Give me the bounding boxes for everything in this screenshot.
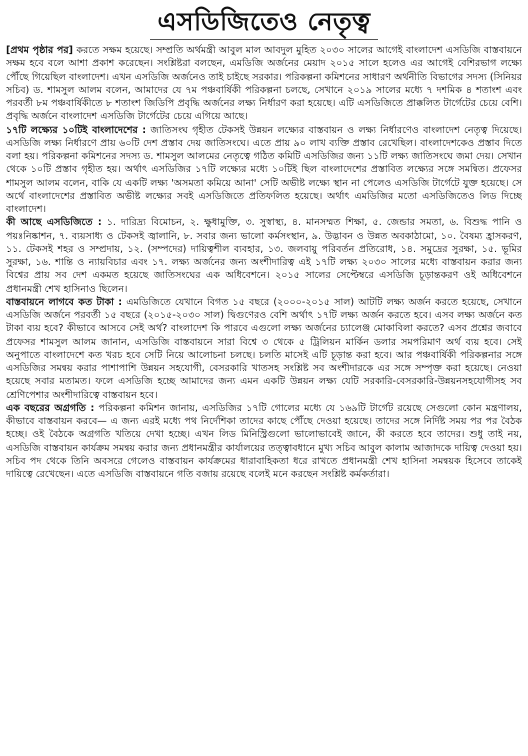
paragraph: [6, 124, 522, 217]
paragraph-text: করতে সক্ষম হয়েছে। সম্প্রতি অর্থমন্ত্রী আবুল মাল আবদুল মুহিত ২০৩০ সালের আগেই বাংলাদেশ এসডিজি বাস্তবায়নে সক্ষম হবে বলে আশা প্রকাশ করেছেন। সংশ্লিষ্টরা বলছেন, এমডিজি অর্জনের মেয়াদ ২০১৫ সালে হলেও এর আগেই বেশিরভাগ লক্ষ্যে পৌঁছে গিয়েছিল বাংলাদেশ। এখন এসডিজি অর্জনেও তাই চাইছে সরকার। পরিকল্পনা কমিশনের সাধারণ অর্থনীতি বিভাগের সদস্য (সিনিয়র সচিব) ড. শামসুল আলম বলেন, আমাদের যে ৭ম পঞ্চবার্ষিকী পরিকল্পনা চলছে, সেখানে ২০১৯ সালের মধ্যে ৭ দশমিক ৪ শতাংশ এবং পরবর্তী ৮ম পঞ্চবার্ষিকীতে ৮ শতাংশ জিডিপি প্রবৃদ্ধি অর্জনের লক্ষ্য নির্ধারণ করা হয়েছে। এটি এসডিজিতে প্রাক্কলিত টার্গেটের চেয়ে বেশি। প্রবৃদ্ধি অর্জনে বাংলাদেশ এসডিজি টার্গেটের চেয়ে এগিয়ে আছে।: [6, 45, 522, 123]
headline-underline: [150, 39, 378, 40]
paragraph: [6, 44, 522, 124]
paragraph-text: পরিকল্পনা কমিশন জানায়, এসডিজির ১৭টি গোলের মধ্যে যে ১৬৯টি টার্গেট রয়েছে সেগুলো কোন মন্ত্রণালয়, কীভাবে বাস্তবায়ন করবে— এ জন্য এরই মধ্যে পথ নির্দেশিকা তাদের কাছে পৌঁছে দেওয়া হয়েছে। তাদের সঙ্গে নির্দিষ্ট সময় পর পর বৈঠক হচ্ছে। ওই বৈঠকে অগ্রগতি খতিয়ে দেখা হচ্ছে। এখন লিড মিনিস্ট্রিগুলো ভালোভাবেই জানে, কী করতে হবে তাদের। শুধু তাই নয়, এসডিজি বাস্তবায়ন কার্যক্রম সমন্বয় করার জন্য প্রধানমন্ত্রীর কার্যালয়ের তত্ত্বাবধানে মুখ্য সচিব আবুল কালাম আজাদকে দায়িত্ব দেওয়া হয়। সচিব পদ থেকে তিনি অবসরে গেলেও বাস্তবায়ন কার্যক্রমের ধারাবাহিকতা ধরে রাখতে প্রধানমন্ত্রী শেখ হাসিনা সমন্বয়ক হিসেবে তাকেই দায়িত্বে রেখেছেন। এতে এসডিজি বাস্তবায়নে গতি বজায় রয়েছে বলেই মনে করছেন সংশ্লিষ্ট কর্মকর্তারা।: [6, 402, 522, 480]
paragraph-text: এমডিজিতে যেখানে বিগত ১৫ বছরে (২০০০-২০১৫ সাল) আটটি লক্ষ্য অর্জন করতে হয়েছে, সেখানে এসডিজি অর্জনে পরবর্তী ১৫ বছরে (২০১৫-২০৩০ সাল) দ্বিগুণেরও বেশি অর্থাৎ ১৭টি লক্ষ্য অর্জন করতে হবে। এসব লক্ষ্য অর্জনে কত টাকা ব্যয় হবে? কীভাবে আসবে সেই অর্থ? বাংলাদেশ কি পারবে এগুলো লক্ষ্য অর্জনের চ্যালেঞ্জ মোকাবিলা করতে? এসব প্রশ্নের জবাবে প্রফেসর শামসুল আলম জানান, এসডিজি বাস্তবায়নে সারা বিশ্বে ৩ থেকে ৫ ট্রিলিয়ন মার্কিন ডলার সমপরিমাণ অর্থ ব্যয় হবে। সেই অনুপাতে বাংলাদেশে কত খরচ হবে সেটি নিয়ে আলোচনা চলছে। চলতি মাসেই এটি চূড়ান্ত করা হবে। আর পঞ্চবার্ষিকী পরিকল্পনার সঙ্গে এসডিজির সমন্বয় করার পাশাপাশি উন্নয়ন সহযোগী, বেসরকারি খাতসহ সংশ্লিষ্ট সব অংশীদারকে এর সঙ্গে সম্পৃক্ত করা হয়েছে। নেওয়া হয়েছে সবার মতামত। ফলে এসডিজি হচ্ছে আমাদের জন্য এমন একটি উন্নয়ন লক্ষ্য যেটি সরকারি-বেসরকারি-উন্নয়নসহযোগীসহ সব শ্রেণিপেশার অংশীদারিত্বে বাস্তবায়ন হবে।: [6, 296, 522, 401]
paragraph-lead: বাস্তবায়নে লাগবে কত টাকা :: [6, 296, 123, 308]
article-body: [6, 44, 522, 752]
paragraph: [6, 402, 522, 482]
paragraph: [6, 296, 522, 402]
paragraph-lead: ১৭টি লক্ষ্যের ১০টিই বাংলাদেশের :: [6, 124, 147, 136]
paragraph-lead: [প্রথম পৃষ্ঠার পর]: [6, 45, 74, 56]
headline-area: [0, 0, 528, 42]
paragraph: [6, 216, 522, 296]
paragraph-text: ১. দারিদ্র্য বিমোচন, ২. ক্ষুধামুক্তি, ৩. সুস্বাস্থ্য, ৪. মানসম্মত শিক্ষা, ৫. জেন্ডার সমতা, ৬. বিশুদ্ধ পানি ও পয়ঃনিষ্কাশন, ৭. ব্যয়সাধ্য ও টেকসই জ্বালানি, ৮. সবার জন্য ভালো কর্মসংস্থান, ৯. উদ্ভাবন ও উন্নত অবকাঠামো, ১০. বৈষম্য হ্রাসকরণ, ১১. টেকসই শহর ও সম্প্রদায়, ১২. (সম্পদের) দায়িত্বশীল ব্যবহার, ১৩. জলবায়ু পরিবর্তন প্রতিরোধ, ১৪. সমুদ্রের সুরক্ষা, ১৫. ভূমির সুরক্ষা, ১৬. শান্তি ও ন্যায়বিচার এবং ১৭. লক্ষ্য অর্জনের জন্য অংশীদারিত্ব এই ১৭টি লক্ষ্য ২০৩০ সালের মধ্যে বাস্তবায়ন করার জন্য বিশ্বের প্রায় সব দেশ একমত হয়েছে জাতিসংঘের এক অধিবেশনে। ২০১৫ সালের সেপ্টেম্বরে এসডিজি চূড়ান্তকরণ ওই অধিবেশনে প্রধানমন্ত্রী শেখ হাসিনাও ছিলেন।: [6, 217, 522, 295]
paragraph-lead: এক বছরের অগ্রগতি :: [6, 402, 95, 414]
headline: এসডিজিতেও নেতৃত্ব: [157, 6, 371, 36]
paragraph-text: জাতিসংঘ গৃহীত টেকসই উন্নয়ন লক্ষ্যের বাস্তবায়ন ও লক্ষ্য নির্ধারণেও বাংলাদেশ নেতৃত্ব দিয়েছে। এসডিজি লক্ষ্য নির্ধারণে প্রায় ৬০টি দেশ প্রস্তাব দেয় জাতিসংঘে। এতে প্রায় ৯০ লাখ ব্যক্তি প্রস্তাব রেখেছিল। বাংলাদেশকেও প্রস্তাব দিতে বলা হয়। পরিকল্পনা কমিশনের সদস্য ড. শামসুল আলমের নেতৃত্বে গঠিত কমিটি এসডিজির জন্য ১১টি লক্ষ্য জাতিসংঘে জমা দেয়। সেখান থেকে ১০টি প্রস্তাব গৃহীত হয়। অর্থাৎ এসডিজির ১৭টি লক্ষ্যের মধ্যে ১০টিই ছিল বাংলাদেশের প্রস্তাবিত লক্ষ্যের সঙ্গে সমন্বিত। প্রফেসর শামসুল আলম বলেন, বাকি যে একটি লক্ষ্য 'অসমতা কমিয়ে আনা' সেটি অভীষ্ট লক্ষ্যে স্থান না পেলেও এসডিজি টার্গেটে যুক্ত হয়েছে। সে অর্থে বাংলাদেশের প্রস্তাবিত অভীষ্ট লক্ষ্যের সবই এসডিজিতে প্রতিফলিত হয়েছে। অর্থাৎ এমডিজির মতো এসডিজিতেও লিড দিচ্ছে বাংলাদেশ।: [6, 124, 522, 215]
paragraph-lead: কী আছে এসডিজিতে :: [6, 217, 102, 229]
